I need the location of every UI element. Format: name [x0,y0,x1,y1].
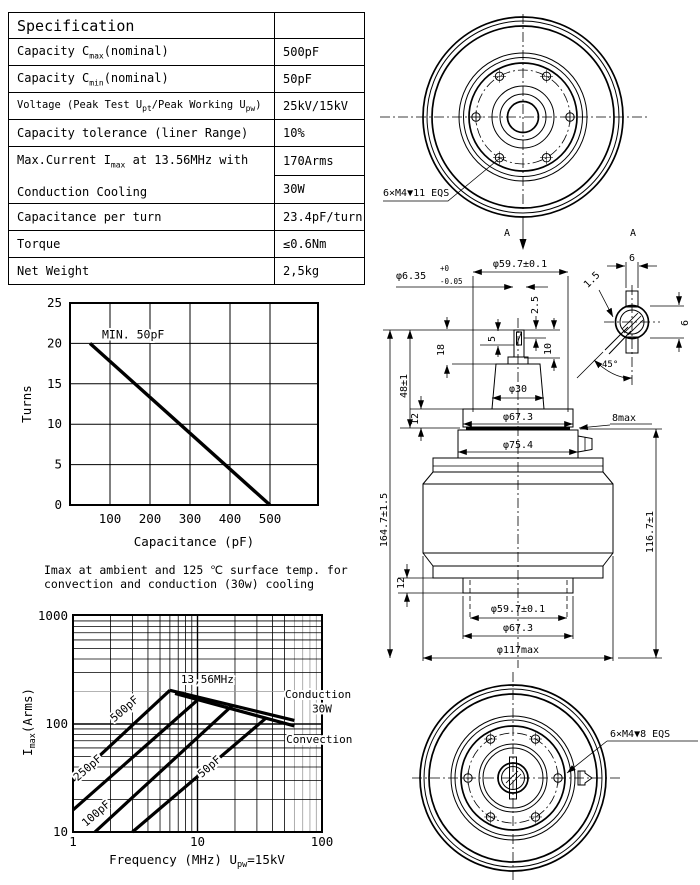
top-view-screw-note: 6×M4▼11 EQS [383,188,450,199]
dim-8max: 8max [612,413,637,424]
svg-text:100: 100 [45,716,68,731]
spec-label: Capacity $C_{max}(nominal)$ [9,39,275,66]
dim-673-bottom: φ67.3 [502,623,534,634]
svg-text:Convection: Convection [286,732,353,746]
svg-text:13,56MHz: 13,56MHz [180,672,234,686]
spec-label: Capacity tolerance (liner Range) [9,120,275,147]
dim-6-right: 6 [680,319,691,326]
svg-text:25: 25 [46,295,62,310]
spec-value: 23.4pF/turn [275,204,365,231]
dim-shaft-dia: φ6.35 [396,271,427,282]
spec-label: Net Weight [9,258,275,285]
svg-text:Imax(Arms): $I_{max}(Arms)$ [20,687,38,757]
svg-text:Conduction: Conduction [284,687,352,701]
section-arrow [520,239,527,250]
dim-18: 18 [436,343,447,356]
svg-text:Capacitance (pF): Capacitance (pF) [133,534,255,549]
spec-value: 50pF [275,66,365,93]
caption-line-2: convection and conduction (30w) cooling [44,577,315,591]
dim-bolt-circle-bottom: φ59.7±0.1 [490,604,546,615]
svg-text:500: 500 [258,511,282,526]
svg-text:1: 1 [69,834,77,849]
svg-text:Frequency (MHz) Upw=15kV: Frequency (MHz) $U_{pw}=15kV$ [109,852,285,870]
section-a2-label: A [629,228,637,239]
svg-text:1000: 1000 [37,608,68,623]
svg-text:15: 15 [46,375,62,391]
svg-text:10: 10 [52,824,68,839]
dim-bolt-circle-top: φ59.7±0.1 [492,259,548,270]
svg-text:20: 20 [46,335,62,351]
svg-text:30W: 30W [312,702,332,716]
caption-line-1: Imax at ambient and 125 ℃ surface temp. for [44,563,348,577]
spec-value: 170Arms [275,147,365,176]
svg-text:50pF: 50pF [195,753,224,781]
svg-text:500pF: 500pF [107,693,142,725]
spec-label: Voltage (Peak Test $U_{pt}$/Peak Working $U_{pw}$) [9,93,275,120]
dim-12-top: 12 [410,412,421,425]
spec-value: 30W [275,175,365,204]
dim-48: 48±1 [399,373,410,398]
dim-754: φ75.4 [502,440,534,451]
spec-value: ≤0.6Nm [275,231,365,258]
svg-text:100: 100 [98,511,122,526]
bottom-view-screw-note: 6×M4▼8 EQS [610,729,671,740]
spec-table-title: Specification [9,13,275,39]
spec-label: Torque [9,231,275,258]
dim-slot-width: 1.5 [581,269,603,291]
spec-value: 10% [275,120,365,147]
svg-text:10: 10 [189,834,206,849]
bottom-view-drawing [412,672,698,883]
svg-text:5: 5 [54,456,62,472]
svg-text:Turns: Turns [19,385,34,423]
shaft-section-detail-drawing [577,253,691,388]
dim-673-top: φ67.3 [502,412,534,423]
svg-text:100: 100 [310,834,334,849]
section-a-label: A [503,228,510,239]
spec-value: 2,5kg [275,258,365,285]
dim-12-bottom: 12 [396,576,407,589]
spec-label: Capacity $C_{min}(nominal)$ [9,66,275,93]
dim-max-dia: φ117max [496,645,540,656]
spec-value: 25kV/15kV [275,93,365,120]
dim-shaft-tol-sup: +0 [440,264,450,273]
spec-label: Capacitance per turn [9,204,275,231]
svg-text:300: 300 [178,511,202,526]
svg-text:400: 400 [218,511,242,526]
side-view-drawing [379,259,662,668]
svg-text:0: 0 [54,497,62,512]
spec-label: Max.Current $I_{max}$ at 13.56MHz with Conduction Cooling [9,147,275,204]
svg-text:MIN. 50pF: MIN. 50pF [102,327,165,342]
dim-overall-height: 164.7±1.5 [379,492,390,548]
dim-6-top: 6 [628,253,636,264]
dim-5: 5 [487,335,498,342]
dim-2-5: 2.5 [530,295,541,314]
dim-body-height: 116.7±1 [645,510,656,554]
dim-10: 10 [543,342,554,355]
svg-text:200: 200 [138,511,162,526]
spec-value: 500pF [275,39,365,66]
top-view-drawing [380,14,648,250]
svg-text:100pF: 100pF [79,797,113,830]
svg-text:10: 10 [46,416,62,432]
dim-shaft-tol-sub: -0.05 [440,277,463,286]
dim-30: φ30 [508,384,528,395]
dim-45deg: 45° [602,360,619,370]
svg-text:250pF: 250pF [70,752,105,784]
